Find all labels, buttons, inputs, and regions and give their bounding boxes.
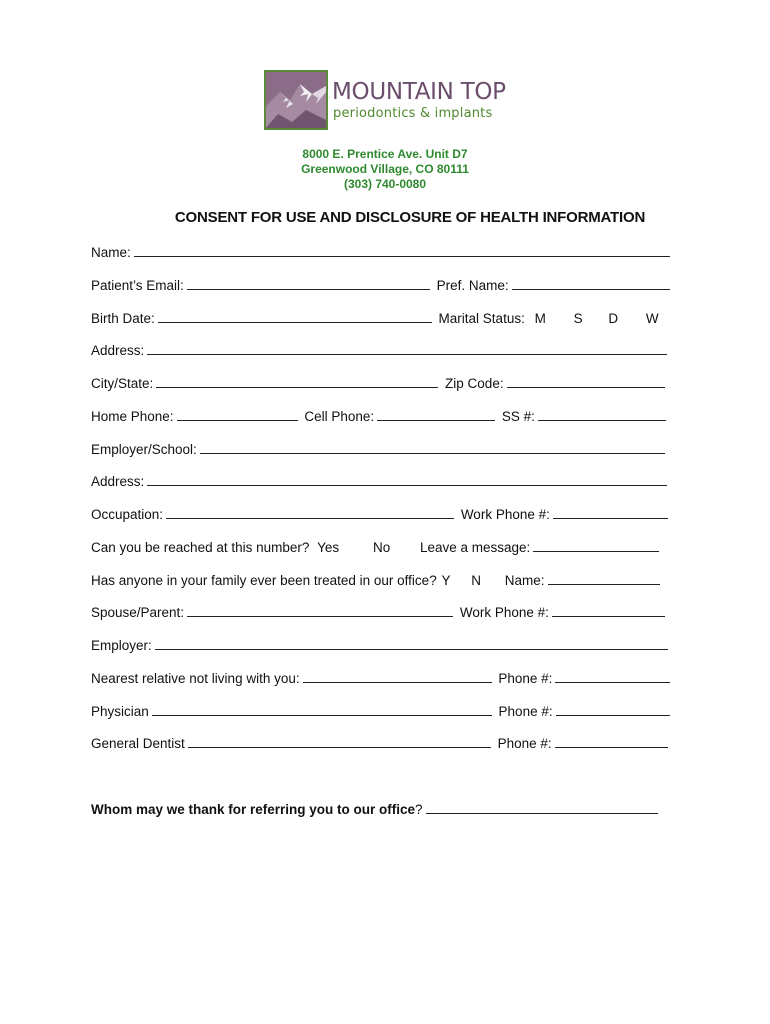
marital-option-m[interactable]: M <box>534 311 546 326</box>
row-referral <box>91 801 661 819</box>
name-label: Name: <box>91 245 131 260</box>
pref-name-field[interactable] <box>512 277 670 290</box>
cell-phone-label: Cell Phone: <box>304 409 375 424</box>
row-email <box>91 277 673 295</box>
row-address-2 <box>91 473 670 491</box>
occupation-field[interactable] <box>166 506 454 519</box>
family-name-label: Name: <box>504 573 545 588</box>
reached-question: Can you be reached at this number? <box>91 540 310 555</box>
address-phone: (303) 740-0080 <box>343 177 427 191</box>
row-spouse <box>91 604 668 622</box>
referral-field[interactable] <box>426 801 658 814</box>
leave-message-field[interactable] <box>533 539 659 552</box>
birth-date-label: Birth Date: <box>91 311 155 326</box>
form-title: CONSENT FOR USE AND DISCLOSURE OF HEALTH INFORMATION <box>174 209 646 226</box>
family-name-field[interactable] <box>548 572 660 585</box>
home-phone-label: Home Phone: <box>91 409 174 424</box>
ss-label: SS #: <box>501 409 535 424</box>
dentist-phone-field[interactable] <box>555 735 668 748</box>
dentist-phone-label: Phone #: <box>497 736 552 751</box>
nearest-relative-field[interactable] <box>303 670 492 683</box>
home-phone-field[interactable] <box>177 408 298 421</box>
city-state-field[interactable] <box>156 375 438 388</box>
family-yes-option[interactable]: Y <box>441 573 451 588</box>
row-phones <box>91 408 669 426</box>
marital-option-w[interactable]: W <box>645 311 659 326</box>
birth-date-field[interactable] <box>158 310 432 323</box>
pref-name-label: Pref. Name: <box>436 278 509 293</box>
physician-field[interactable] <box>152 703 492 716</box>
logo-tagline: periodontics & implants <box>333 106 493 121</box>
employer-field[interactable] <box>155 637 668 650</box>
email-label: Patient’s Email: <box>91 278 184 293</box>
marital-status-label: Marital Status: <box>438 311 525 326</box>
row-employer <box>91 637 671 655</box>
mountain-logo-icon <box>264 70 328 130</box>
employer-school-label: Employer/School: <box>91 442 197 457</box>
email-field[interactable] <box>187 277 430 290</box>
zip-field[interactable] <box>507 375 665 388</box>
row-reached <box>91 539 662 557</box>
physician-label: Physician <box>91 704 149 719</box>
address-label: Address: <box>91 343 145 358</box>
row-birth <box>91 310 659 328</box>
nearest-relative-label: Nearest relative not living with you: <box>91 671 300 686</box>
practice-logo <box>264 70 514 132</box>
physician-phone-field[interactable] <box>556 703 670 716</box>
general-dentist-label: General Dentist <box>91 736 185 751</box>
relative-phone-field[interactable] <box>555 670 670 683</box>
reached-yes-option[interactable]: Yes <box>317 540 340 555</box>
row-physician <box>91 703 673 721</box>
employer-label: Employer: <box>91 638 152 653</box>
row-relative <box>91 670 673 688</box>
address-2-field[interactable] <box>147 473 667 486</box>
row-employer-school <box>91 441 668 459</box>
address-line-1: 8000 E. Prentice Ave. Unit D7 <box>302 147 468 161</box>
referral-question: Whom may we thank for referring you to our office <box>91 802 416 817</box>
relative-phone-label: Phone #: <box>498 671 553 686</box>
occupation-label: Occupation: <box>91 507 164 522</box>
referral-question-mark: ? <box>415 802 423 817</box>
employer-school-field[interactable] <box>200 441 665 454</box>
name-field[interactable] <box>134 244 670 257</box>
marital-option-d[interactable]: D <box>608 311 619 326</box>
work-phone-label: Work Phone #: <box>460 507 550 522</box>
row-occupation <box>91 506 671 524</box>
spouse-parent-field[interactable] <box>187 604 453 617</box>
marital-option-s[interactable]: S <box>573 311 583 326</box>
row-address <box>91 342 670 360</box>
row-city <box>91 375 668 393</box>
ss-field[interactable] <box>538 408 666 421</box>
row-family <box>91 572 663 590</box>
cell-phone-field[interactable] <box>377 408 495 421</box>
physician-phone-label: Phone #: <box>498 704 553 719</box>
general-dentist-field[interactable] <box>188 735 491 748</box>
row-dentist <box>91 735 671 753</box>
work-phone-field[interactable] <box>553 506 668 519</box>
spouse-work-phone-field[interactable] <box>552 604 665 617</box>
family-no-option[interactable]: N <box>471 573 481 588</box>
row-name <box>91 244 673 262</box>
address-line-2: Greenwood Village, CO 80111 <box>301 162 469 176</box>
city-state-label: City/State: <box>91 376 154 391</box>
spouse-parent-label: Spouse/Parent: <box>91 605 185 620</box>
family-question: Has anyone in your family ever been treated in our office? <box>91 573 437 588</box>
address-2-label: Address: <box>91 474 145 489</box>
reached-no-option[interactable]: No <box>372 540 391 555</box>
zip-label: Zip Code: <box>445 376 504 391</box>
leave-message-label: Leave a message: <box>419 540 531 555</box>
spouse-work-phone-label: Work Phone #: <box>459 605 549 620</box>
address-field[interactable] <box>147 342 667 355</box>
logo-name: MOUNTAIN TOP <box>332 79 506 105</box>
